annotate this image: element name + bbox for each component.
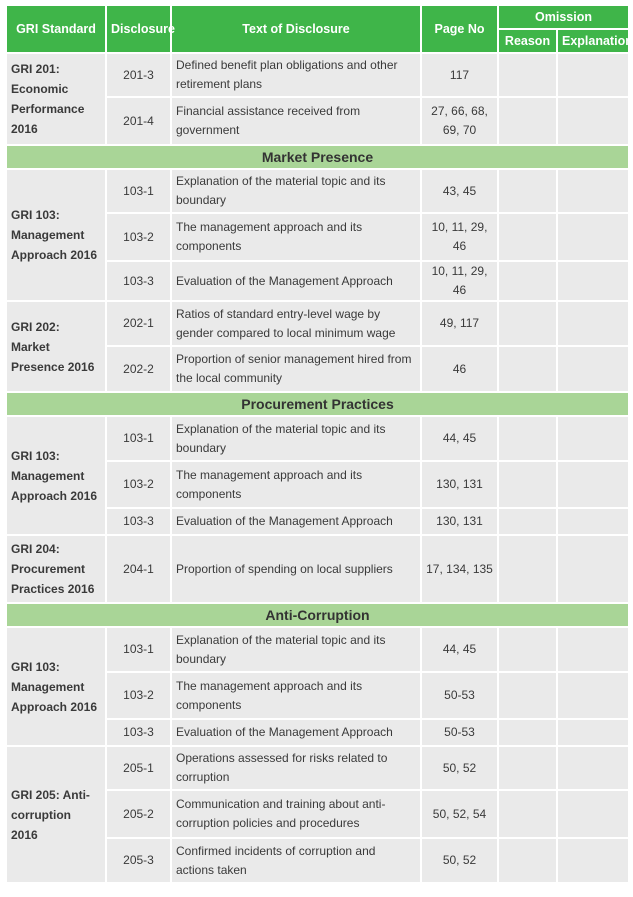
page-number-cell: 44, 45 (421, 627, 498, 672)
disclosure-number-cell: 103-3 (106, 719, 171, 746)
omission-reason-cell (498, 508, 557, 535)
omission-explanation-cell (557, 508, 629, 535)
omission-explanation-cell (557, 97, 629, 145)
disclosure-number-cell: 103-3 (106, 508, 171, 535)
page-number-cell: 10, 11, 29, 46 (421, 261, 498, 301)
omission-explanation-cell (557, 627, 629, 672)
disclosure-text-cell: Explanation of the material topic and its boundary (171, 627, 421, 672)
table-row (6, 53, 629, 97)
section-title: Procurement Practices (6, 392, 629, 416)
omission-explanation-cell (557, 535, 629, 603)
omission-reason-cell (498, 461, 557, 508)
table-row (6, 169, 629, 213)
page-number-cell: 17, 134, 135 (421, 535, 498, 603)
page-number-cell: 50, 52, 54 (421, 790, 498, 838)
table-row (6, 627, 629, 672)
omission-explanation-cell (557, 746, 629, 790)
section-title: Anti-Corruption (6, 603, 629, 627)
header-gri-standard: GRI Standard (6, 5, 106, 53)
page-number-cell: 50, 52 (421, 746, 498, 790)
omission-explanation-cell (557, 719, 629, 746)
disclosure-text-cell: The management approach and its components (171, 461, 421, 508)
gri-standard-cell: GRI 103: Management Approach 2016 (6, 627, 106, 746)
omission-reason-cell (498, 746, 557, 790)
page-number-cell: 50, 52 (421, 838, 498, 883)
page-number-cell: 50-53 (421, 672, 498, 719)
disclosure-text-cell: The management approach and its components (171, 672, 421, 719)
table-row (6, 301, 629, 346)
omission-explanation-cell (557, 53, 629, 97)
disclosure-number-cell: 202-1 (106, 301, 171, 346)
disclosure-text-cell: Communication and training about anti-corruption policies and procedures (171, 790, 421, 838)
gri-standard-cell: GRI 205: Anti-corruption 2016 (6, 746, 106, 883)
omission-reason-cell (498, 97, 557, 145)
omission-explanation-cell (557, 790, 629, 838)
page-number-cell: 46 (421, 346, 498, 392)
omission-reason-cell (498, 672, 557, 719)
page-number-cell: 130, 131 (421, 508, 498, 535)
page-number-cell: 49, 117 (421, 301, 498, 346)
disclosure-number-cell: 103-2 (106, 461, 171, 508)
omission-reason-cell (498, 627, 557, 672)
disclosure-number-cell: 201-4 (106, 97, 171, 145)
header-omission: Omission (498, 5, 629, 29)
gri-standard-cell: GRI 202: Market Presence 2016 (6, 301, 106, 392)
page-number-cell: 10, 11, 29, 46 (421, 213, 498, 261)
page-number-cell: 27, 66, 68, 69, 70 (421, 97, 498, 145)
gri-standard-cell: GRI 204: Procurement Practices 2016 (6, 535, 106, 603)
disclosure-text-cell: Confirmed incidents of corruption and actions taken (171, 838, 421, 883)
page-number-cell: 50-53 (421, 719, 498, 746)
table-row (6, 746, 629, 790)
omission-reason-cell (498, 301, 557, 346)
omission-explanation-cell (557, 416, 629, 461)
omission-reason-cell (498, 416, 557, 461)
header-text-of-disclosure: Text of Disclosure (171, 5, 421, 53)
omission-reason-cell (498, 719, 557, 746)
disclosure-text-cell: Evaluation of the Management Approach (171, 719, 421, 746)
disclosure-text-cell: Explanation of the material topic and its boundary (171, 416, 421, 461)
omission-explanation-cell (557, 838, 629, 883)
omission-explanation-cell (557, 672, 629, 719)
omission-explanation-cell (557, 213, 629, 261)
gri-standard-cell: GRI 103: Management Approach 2016 (6, 416, 106, 535)
table-header (6, 5, 633, 53)
omission-reason-cell (498, 169, 557, 213)
omission-reason-cell (498, 838, 557, 883)
disclosure-number-cell: 103-1 (106, 416, 171, 461)
omission-explanation-cell (557, 169, 629, 213)
disclosure-text-cell: The management approach and its components (171, 213, 421, 261)
disclosure-number-cell: 202-2 (106, 346, 171, 392)
header-page-no: Page No (421, 5, 498, 53)
omission-reason-cell (498, 535, 557, 603)
disclosure-text-cell: Ratios of standard entry-level wage by gender compared to local minimum wage (171, 301, 421, 346)
table-row (6, 535, 629, 603)
table-row (6, 416, 629, 461)
gri-index-table (5, 4, 633, 884)
disclosure-text-cell: Evaluation of the Management Approach (171, 261, 421, 301)
disclosure-text-cell: Explanation of the material topic and its boundary (171, 169, 421, 213)
gri-standard-cell: GRI 103: Management Approach 2016 (6, 169, 106, 301)
disclosure-number-cell: 103-2 (106, 672, 171, 719)
header-disclosure: Disclosure (106, 5, 171, 53)
disclosure-text-cell: Operations assessed for risks related to corruption (171, 746, 421, 790)
omission-reason-cell (498, 261, 557, 301)
section-row (6, 145, 629, 169)
table-body (6, 53, 629, 883)
page-number-cell: 43, 45 (421, 169, 498, 213)
omission-explanation-cell (557, 461, 629, 508)
omission-reason-cell (498, 790, 557, 838)
disclosure-text-cell: Defined benefit plan obligations and other retirement plans (171, 53, 421, 97)
section-title: Market Presence (6, 145, 629, 169)
disclosure-text-cell: Evaluation of the Management Approach (171, 508, 421, 535)
disclosure-number-cell: 205-1 (106, 746, 171, 790)
disclosure-number-cell: 103-1 (106, 627, 171, 672)
disclosure-number-cell: 103-3 (106, 261, 171, 301)
omission-explanation-cell (557, 346, 629, 392)
omission-reason-cell (498, 53, 557, 97)
disclosure-text-cell: Financial assistance received from government (171, 97, 421, 145)
omission-explanation-cell (557, 261, 629, 301)
disclosure-number-cell: 201-3 (106, 53, 171, 97)
disclosure-number-cell: 205-2 (106, 790, 171, 838)
disclosure-text-cell: Proportion of senior management hired from the local community (171, 346, 421, 392)
gri-standard-cell: GRI 201: Economic Performance 2016 (6, 53, 106, 145)
header-explanation: Explanation (557, 29, 629, 53)
omission-explanation-cell (557, 301, 629, 346)
page-number-cell: 117 (421, 53, 498, 97)
disclosure-number-cell: 103-1 (106, 169, 171, 213)
section-row (6, 603, 629, 627)
page-number-cell: 44, 45 (421, 416, 498, 461)
disclosure-number-cell: 205-3 (106, 838, 171, 883)
section-row (6, 392, 629, 416)
disclosure-number-cell: 204-1 (106, 535, 171, 603)
disclosure-text-cell: Proportion of spending on local suppliers (171, 535, 421, 603)
header-reason: Reason (498, 29, 557, 53)
omission-reason-cell (498, 213, 557, 261)
page-number-cell: 130, 131 (421, 461, 498, 508)
omission-reason-cell (498, 346, 557, 392)
disclosure-number-cell: 103-2 (106, 213, 171, 261)
